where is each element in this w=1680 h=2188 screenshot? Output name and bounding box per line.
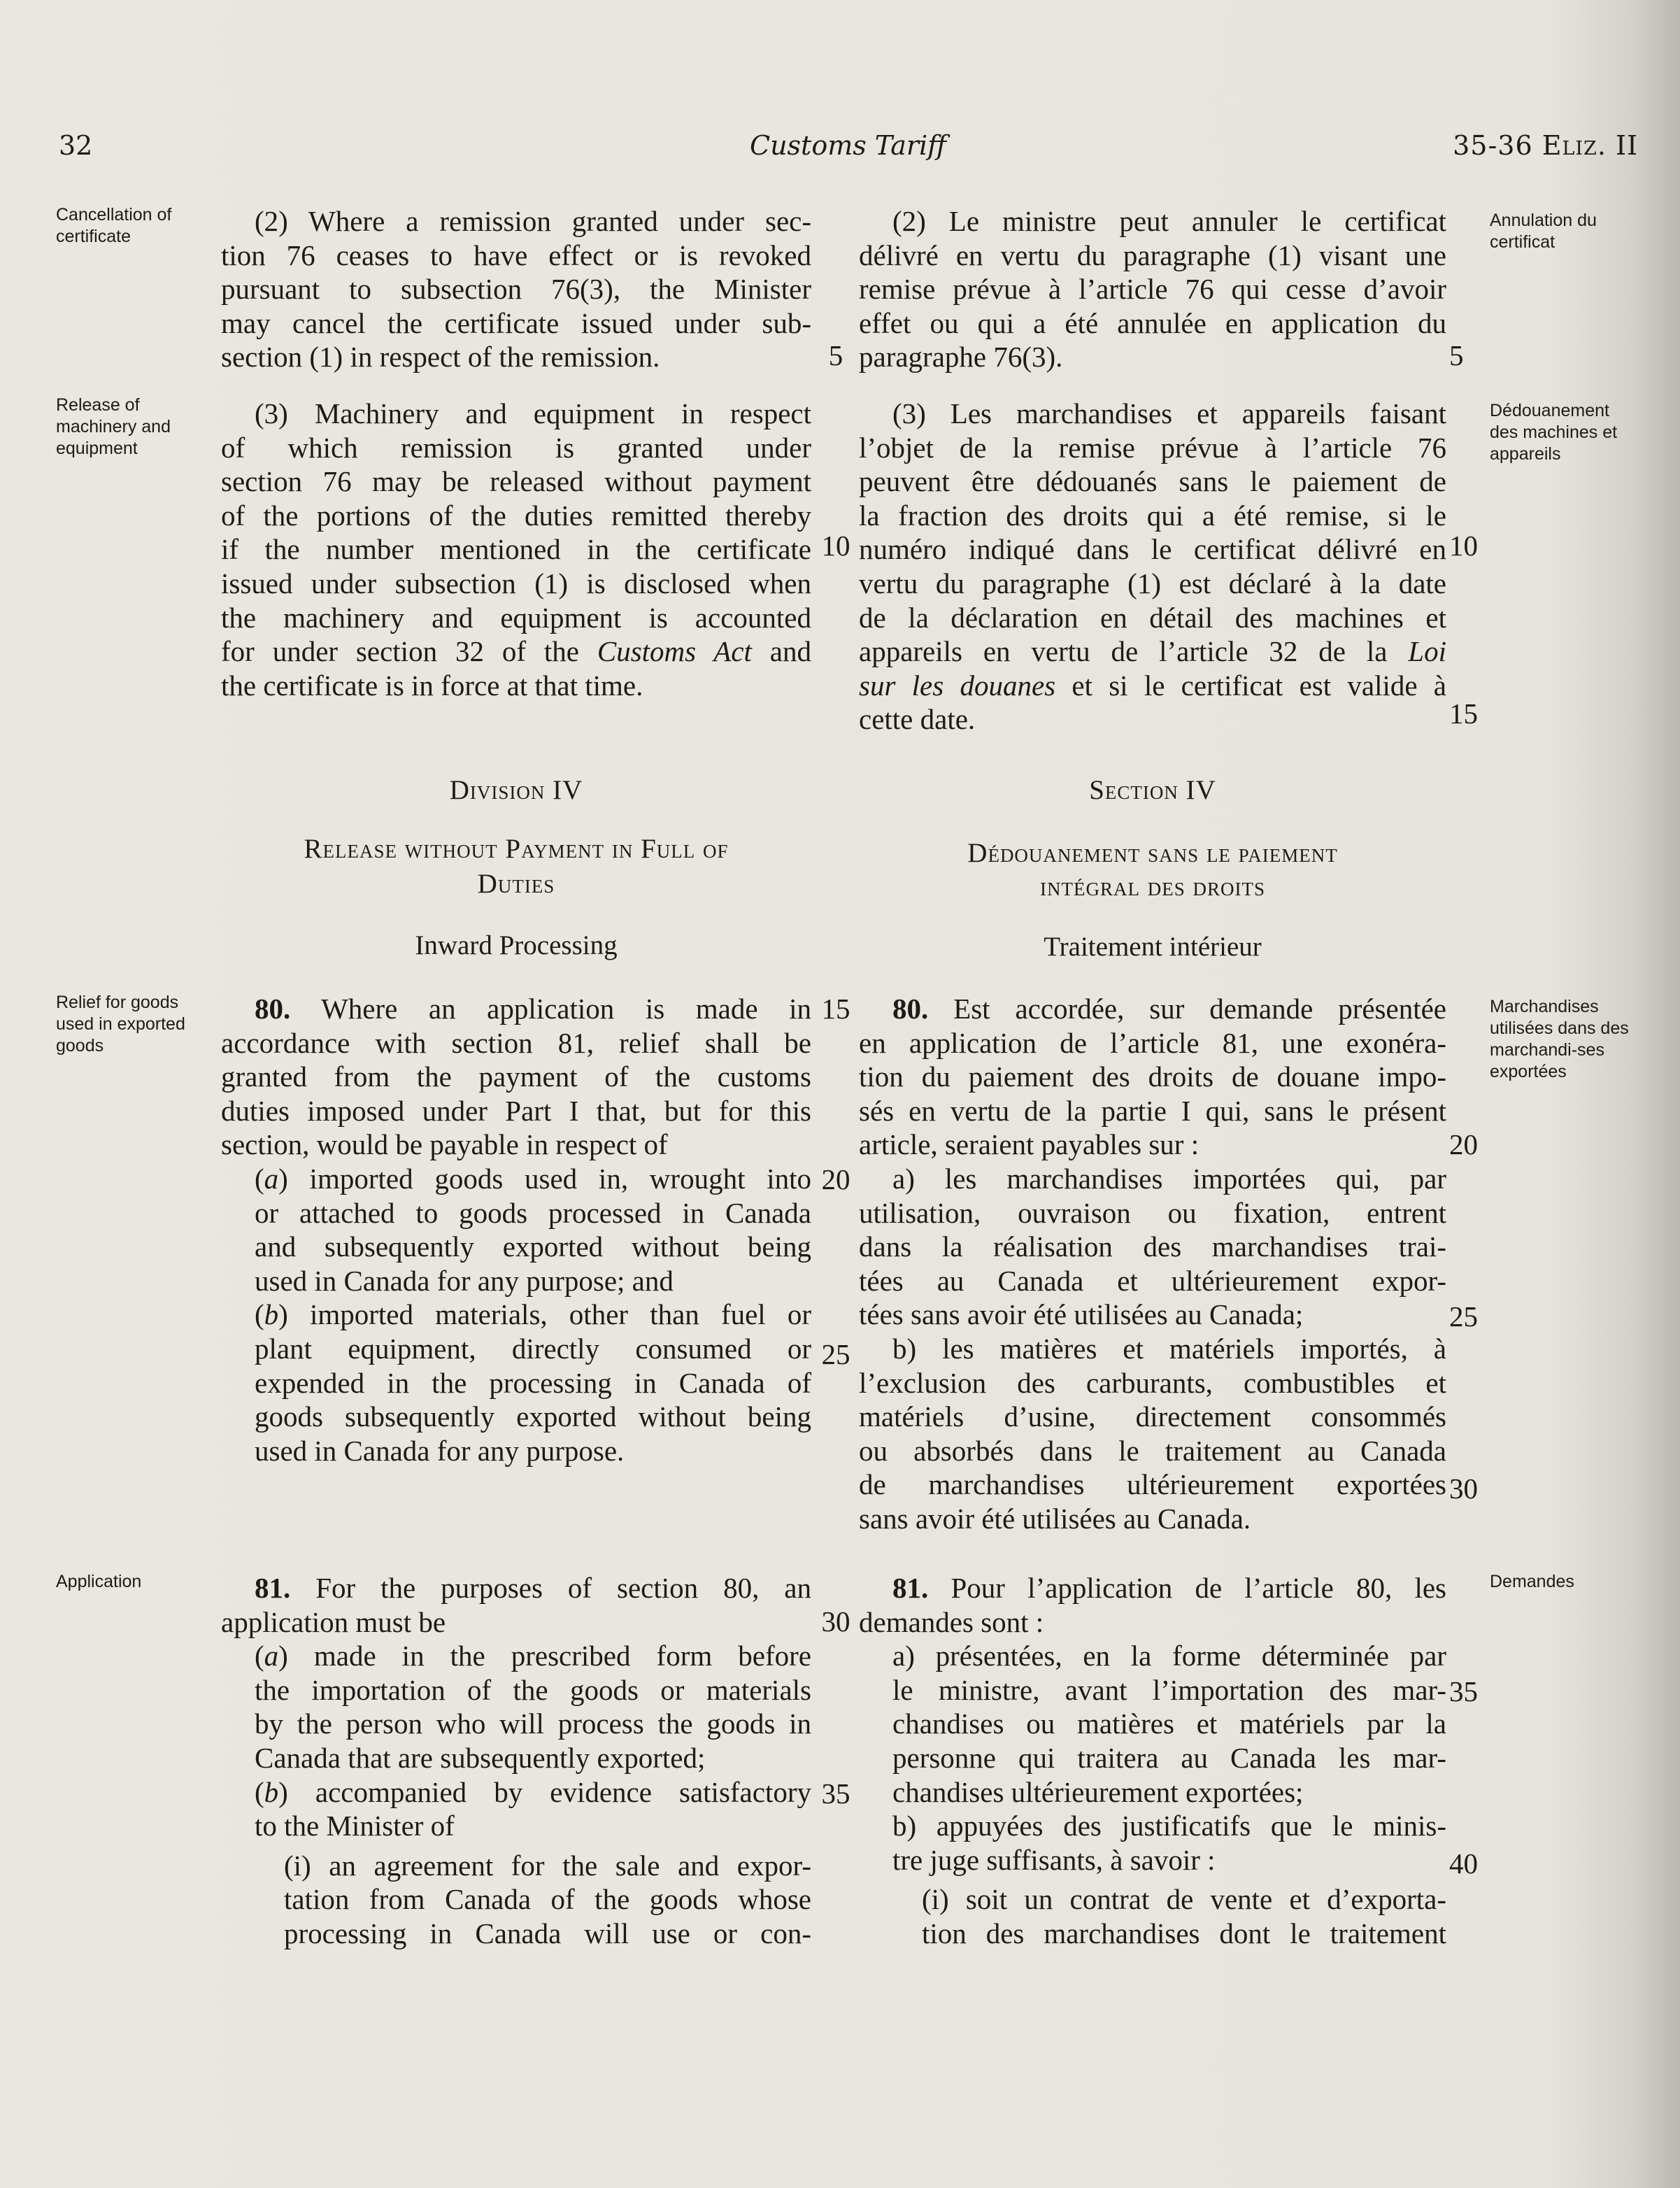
text-line: (2) Where a remission granted under sec- [255, 205, 811, 237]
text-line: vertu du paragraphe (1) est déclaré à la date [859, 567, 1446, 599]
section-number: 81. [892, 1572, 929, 1604]
text-line: duties imposed under Part I that, but for this [221, 1094, 811, 1127]
text-line: chandises ou matières et matériels par la [892, 1707, 1446, 1740]
text-line: application must be [221, 1605, 446, 1638]
line-number: 5 [1449, 339, 1464, 371]
text-line: to the Minister of [255, 1810, 455, 1842]
french-section-80 [859, 992, 1446, 1536]
division-subtitle-en-1: Release without Payment in Full of [304, 834, 729, 864]
section-number: 81. [255, 1572, 291, 1604]
line-number: 10 [821, 530, 850, 562]
text-line: 80. Est accordée, sur demande présentée [892, 993, 1446, 1025]
text-line: demandes sont : [859, 1605, 1044, 1638]
text-line: cette date. [859, 703, 976, 736]
text-line: (3) Les marchandises et appareils faisant [892, 397, 1446, 429]
line-number: 25 [821, 1338, 850, 1370]
text-line: processing in Canada will use or con- [284, 1917, 811, 1949]
text-line: l’objet de la remise prévue à l’article 76 [859, 431, 1446, 464]
text-line: utilisation, ouvraison ou fixation, entrent [859, 1196, 1446, 1229]
text-line: tre juge suffisants, à savoir : [892, 1843, 1216, 1876]
text-line: en application de l’article 81, une exonéra- [859, 1026, 1446, 1059]
section-number: 80. [255, 993, 291, 1025]
margin-note-dedouanement: Dédouanement des machines et appareils [1490, 401, 1618, 464]
text-line: a) les marchandises importées qui, par [892, 1162, 1446, 1195]
text-line: sur les douanes et si le certificat est valide à [859, 669, 1447, 702]
text-line: effet ou qui a été annulée en application du [859, 306, 1446, 339]
text-line: (b) imported materials, other than fuel or [255, 1298, 811, 1331]
text-line: tion 76 ceases to have effect or is revoked [221, 239, 811, 271]
text-line: article, seraient payables sur : [859, 1128, 1200, 1161]
text-line: remise prévue à l’article 76 qui cesse d’avoir [859, 273, 1446, 306]
line-number: 35 [1449, 1675, 1478, 1707]
text-line: the machinery and equipment is accounted [221, 601, 811, 634]
line-number: 30 [821, 1605, 850, 1638]
text-line: issued under subsection (1) is disclosed when [221, 567, 811, 599]
line-number: 20 [821, 1163, 850, 1195]
margin-note-annulation: Annulation du certificat [1490, 211, 1597, 252]
line-number: 15 [821, 993, 850, 1025]
text-line: granted from the payment of the customs [221, 1060, 811, 1093]
text-line: paragraphe 76(3). [859, 341, 1063, 374]
text-line: Canada that are subsequently exported; [255, 1741, 706, 1774]
text-line: tées sans avoir été utilisées au Canada; [859, 1298, 1304, 1331]
french-subsections-2-3 [859, 204, 1446, 737]
text-line: or attached to goods processed in Canada [255, 1196, 811, 1229]
text-line: expended in the processing in Canada of [255, 1366, 811, 1399]
loi-title-part1: Loi [1408, 635, 1446, 668]
margin-note-marchandises: Marchandises utilisées dans des marchandi-ses exportées [1490, 997, 1629, 1081]
text-line: accordance with section 81, relief shall be [221, 1026, 811, 1059]
division-title-en: Division IV [449, 775, 583, 805]
text-line: pursuant to subsection 76(3), the Minister [221, 273, 811, 306]
text-line: may cancel the certificate issued under sub- [221, 306, 811, 339]
text-line: a) présentées, en la forme déterminée par [892, 1640, 1446, 1672]
line-number: 25 [1449, 1300, 1478, 1333]
text-line: personne qui traitera au Canada les mar- [892, 1741, 1446, 1774]
text-line: tion du paiement des droits de douane impo- [859, 1060, 1446, 1093]
text-line: (i) soit un contrat de vente et d’exporta- [922, 1883, 1446, 1916]
text-line: for under section 32 of the Customs Act and [221, 635, 811, 668]
english-subsections-2-3 [221, 204, 811, 702]
loi-title-part2: sur les douanes [859, 669, 1056, 702]
text-line: numéro indiqué dans le certificat délivré en [859, 533, 1446, 566]
text-line: 81. Pour l’application de l’article 80, les [892, 1572, 1446, 1604]
line-number: 30 [1449, 1472, 1478, 1505]
line-number: 15 [1449, 697, 1478, 730]
text-line: tation from Canada of the goods whose [284, 1883, 811, 1916]
text-line: section, would be payable in respect of [221, 1128, 668, 1161]
text-line: de marchandises ultérieurement exportées [859, 1468, 1446, 1501]
text-line: tion des marchandises dont le traitement [922, 1917, 1446, 1949]
text-line: tées au Canada et ultérieurement expor- [859, 1264, 1446, 1297]
customs-act-title: Customs Act [597, 635, 752, 668]
text-line: (i) an agreement for the sale and expor- [284, 1849, 811, 1882]
english-section-81 [221, 1571, 811, 1951]
text-line: peuvent être dédouanés sans le paiement de [859, 465, 1446, 498]
text-line: le ministre, avant l’importation des mar- [892, 1673, 1446, 1706]
text-line: délivré en vertu du paragraphe (1) visant une [859, 239, 1446, 271]
line-number: 40 [1449, 1847, 1478, 1880]
text-line: sans avoir été utilisées au Canada. [859, 1502, 1251, 1535]
text-line: dans la réalisation des marchandises trai- [859, 1230, 1446, 1263]
text-line: used in Canada for any purpose; and [255, 1264, 674, 1297]
text-line: l’exclusion des carburants, combustibles et [859, 1366, 1446, 1399]
section-number: 80. [892, 993, 929, 1025]
margin-note-demandes: Demandes [1490, 1572, 1574, 1591]
text-line: (a) imported goods used in, wrought into [255, 1162, 811, 1195]
text-line: (2) Le ministre peut annuler le certificat [892, 205, 1446, 237]
text-line: (a) made in the prescribed form before [255, 1640, 811, 1672]
margin-note-application: Application [56, 1572, 142, 1591]
text-line: section (1) in respect of the remission. [221, 341, 660, 374]
text-line: chandises ultérieurement exportées; [892, 1775, 1304, 1808]
margin-note-release: Release of machinery and equipment [56, 395, 171, 458]
text-line: of which remission is granted under [221, 431, 811, 464]
text-line: (3) Machinery and equipment in respect [255, 397, 811, 429]
text-line: of the portions of the duties remitted thereby [221, 499, 811, 532]
line-number: 10 [1449, 530, 1478, 562]
text-line: goods subsequently exported without being [255, 1400, 811, 1433]
text-line: 81. For the purposes of section 80, an [255, 1572, 811, 1604]
text-line: plant equipment, directly consumed or [255, 1332, 811, 1365]
text-line: la fraction des droits qui a été remise, si le [859, 499, 1446, 532]
page-number: 32 [59, 130, 93, 161]
text-line: by the person who will process the goods in [255, 1707, 811, 1740]
heading-inward-processing: Inward Processing [415, 930, 618, 960]
running-title: Customs Tariff [750, 130, 947, 161]
text-line: the certificate is in force at that time. [221, 669, 643, 702]
text-line: section 76 may be released without payment [221, 465, 811, 498]
text-line: (b) accompanied by evidence satisfactory [255, 1775, 811, 1808]
line-number: 5 [828, 339, 843, 371]
text-line: ou absorbés dans le traitement au Canada [859, 1434, 1446, 1467]
text-line: 80. Where an application is made in [255, 993, 811, 1025]
margin-note-cancellation: Cancellation of certificate [56, 205, 172, 246]
division-title-fr: Section IV [1089, 775, 1216, 805]
heading-traitement-interieur: Traitement intérieur [1044, 932, 1262, 962]
text-line: matériels d’usine, directement consommés [859, 1400, 1446, 1433]
text-line: used in Canada for any purpose. [255, 1434, 625, 1467]
french-section-81 [859, 1571, 1446, 1951]
text-line: appareils en vertu de l’article 32 de la Loi [859, 635, 1446, 668]
regnal-year: 35-36 Eliz. II [1453, 130, 1638, 161]
division-subtitle-en-2: Duties [477, 869, 555, 899]
division-subtitle-fr-1: Dédouanement sans le paiement [967, 838, 1338, 868]
text-line: sés en vertu de la partie I qui, sans le présent [859, 1094, 1446, 1127]
english-section-80 [221, 992, 811, 1468]
text-line: the importation of the goods or materials [255, 1673, 811, 1706]
line-number: 20 [1449, 1128, 1478, 1160]
line-number: 35 [821, 1777, 850, 1810]
division-subtitle-fr-2: intégral des droits [1040, 872, 1265, 902]
margin-note-relief: Relief for goods used in exported goods [56, 993, 185, 1056]
text-line: b) appuyées des justificatifs que le minis- [892, 1810, 1446, 1842]
text-line: b) les matières et matériels importés, à [892, 1332, 1446, 1365]
text-line: de la déclaration en détail des machines et [859, 601, 1446, 634]
text-line: and subsequently exported without being [255, 1230, 811, 1263]
text-line: if the number mentioned in the certificate [221, 533, 811, 566]
